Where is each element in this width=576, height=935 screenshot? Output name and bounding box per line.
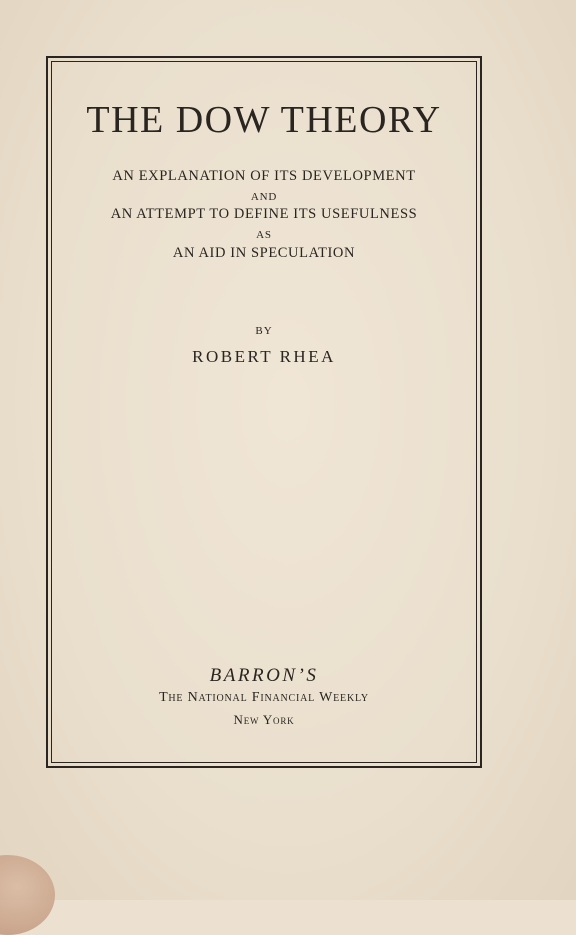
publisher-name: BARRON’S — [209, 665, 319, 686]
subtitle-line-5: AN AID IN SPECULATION — [172, 245, 356, 261]
book-title: THE DOW THEORY — [86, 99, 442, 141]
subtitle-line-1: AN EXPLANATION OF ITS DEVELOPMENT — [112, 168, 416, 184]
publisher-tagline: The National Financial Weekly — [159, 690, 369, 705]
subtitle-line-2: AND — [250, 191, 278, 203]
subtitle-line-4: AS — [256, 229, 272, 241]
author-name: ROBERT RHEA — [192, 347, 336, 366]
publisher-city: New York — [233, 712, 295, 727]
subtitle-line-3: AN ATTEMPT TO DEFINE ITS USEFULNESS — [110, 206, 418, 222]
by-label: BY — [255, 325, 273, 337]
